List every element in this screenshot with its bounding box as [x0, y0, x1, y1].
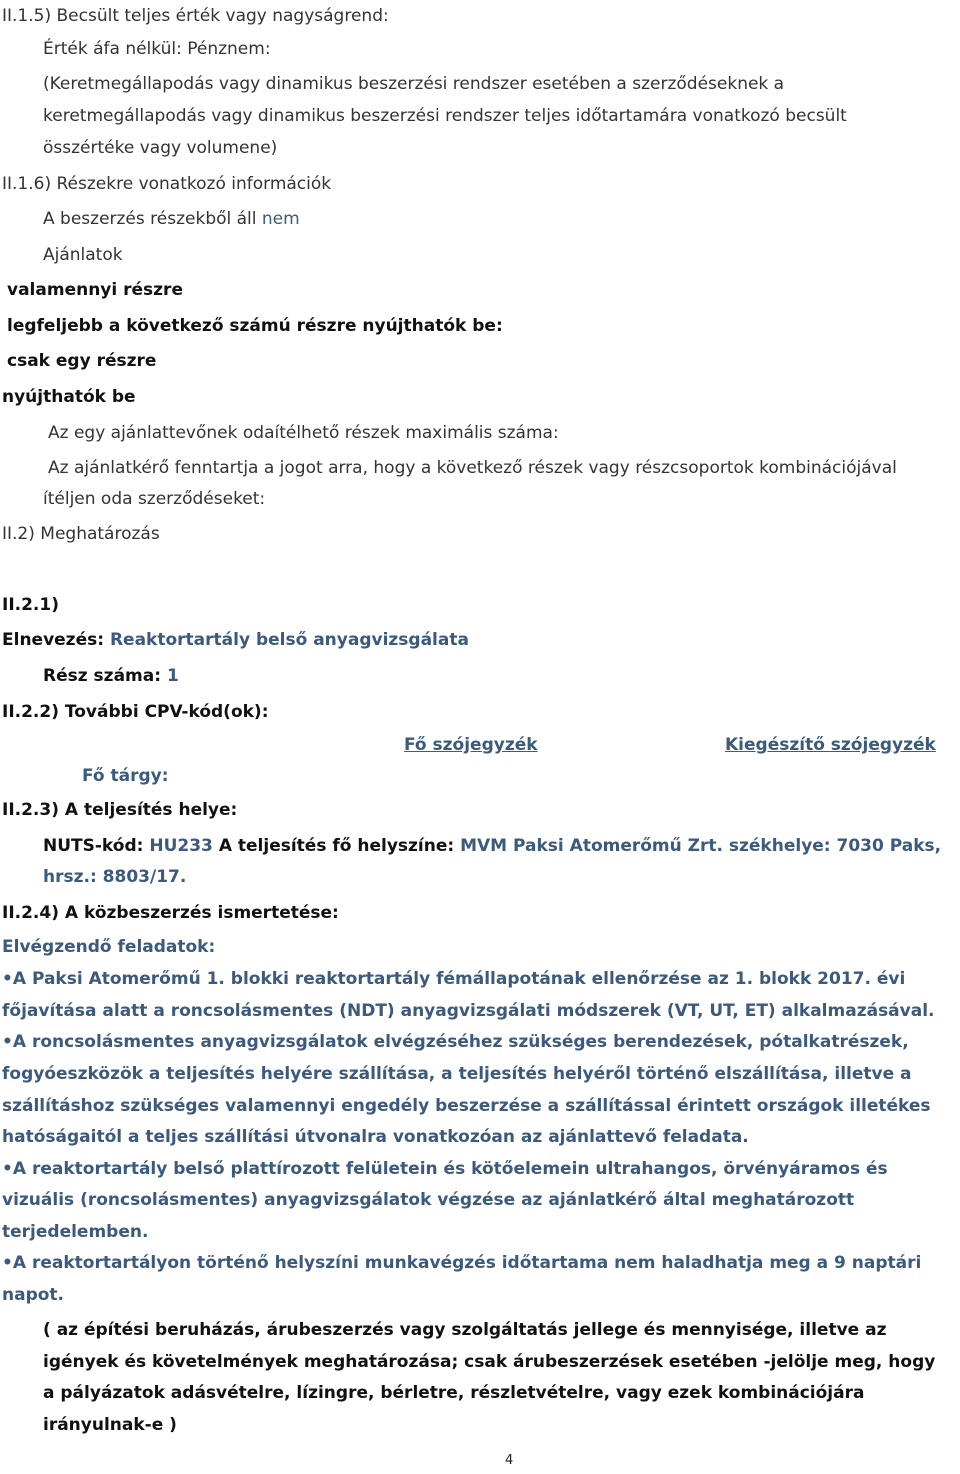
main-site-label: A teljesítés fő helyszíne: — [218, 836, 455, 856]
task-line: napot. — [2, 1285, 65, 1305]
section-heading-ii-2-1: II.2.1) — [2, 595, 59, 615]
task-line: terjedelemben. — [2, 1222, 149, 1242]
nuts-code-label: NUTS-kód: — [43, 836, 144, 856]
section-heading-ii-1-6: II.1.6) Részekre vonatkozó információk — [2, 174, 332, 194]
cpv-supplementary-vocabulary-header: Kiegészítő szójegyzék — [725, 735, 936, 755]
reserve-right-line: ítéljen oda szerződéseket: — [43, 489, 266, 509]
tasks-label: Elvégzendő feladatok: — [2, 937, 216, 957]
framework-note-line: összértéke vagy volumene) — [43, 138, 278, 158]
max-parts-label: Az egy ajánlattevőnek odaítélhető részek maximális száma: — [48, 423, 559, 443]
task-line: • A roncsolásmentes anyagvizsgálatok elvégzéséhez szükséges berendezések, pótalkatrészek, — [2, 1026, 909, 1058]
offers-option-max-parts: legfeljebb a következő számú részre nyújthatók be: — [7, 316, 503, 336]
offers-option-all-parts: valamennyi részre — [7, 280, 183, 300]
description-note-line: igények és követelmények meghatározása; csak árubeszerzések esetében -jelölje meg, hogy — [43, 1352, 936, 1372]
main-site-value: MVM Paksi Atomerőmű Zrt. székhelye: 7030 Paks, — [460, 836, 942, 856]
main-subject-label: Fő tárgy: — [82, 766, 169, 786]
parts-info-row — [43, 203, 300, 235]
section-heading-ii-2-2: II.2.2) További CPV-kód(ok): — [2, 702, 269, 722]
part-number-label: Rész száma: — [43, 666, 162, 686]
section-heading-ii-1-5: II.1.5) Becsült teljes érték vagy nagyságrend: — [2, 6, 389, 26]
framework-note-line: (Keretmegállapodás vagy dinamikus beszerzési rendszer esetében a szerződéseknek a — [43, 74, 785, 94]
name-label: Elnevezés: — [2, 630, 105, 650]
main-site-value-cont: hrsz.: 8803/17. — [43, 867, 187, 887]
task-line: • A reaktortartályon történő helyszíni munkavégzés időtartama nem haladhatja meg a 9 naptári — [2, 1247, 921, 1279]
parts-label: A beszerzés részekből áll — [43, 209, 257, 229]
name-value: Reaktortartály belső anyagvizsgálata — [109, 630, 469, 650]
part-number-value: 1 — [166, 666, 179, 686]
section-heading-ii-2-4: II.2.4) A közbeszerzés ismertetése: — [2, 903, 339, 923]
task-line: szállításhoz szükséges valamennyi engedély beszerzése a szállítással érintett országok illetékes — [2, 1096, 931, 1116]
place-of-performance-row — [43, 830, 941, 862]
section-heading-ii-2-3: II.2.3) A teljesítés helye: — [2, 800, 238, 820]
task-line: fogyóeszközök a teljesítés helyére szállítása, a teljesítés helyéről történő elszállítása, illetve a — [2, 1064, 912, 1084]
page-number: 4 — [505, 1453, 514, 1468]
cpv-main-vocabulary-header: Fő szójegyzék — [404, 735, 538, 755]
parts-value: nem — [261, 209, 300, 229]
description-note-line: a pályázatok adásvételre, lízingre, bérletre, részletvételre, vagy ezek kombinációjára — [43, 1383, 865, 1403]
task-line: • A Paksi Atomerőmű 1. blokki reaktortartály fémállapotának ellenőrzése az 1. blokk 2017. évi — [2, 963, 905, 995]
description-note-line: ( az építési beruházás, árubeszerzés vagy szolgáltatás jellege és mennyisége, illetve az — [43, 1320, 887, 1340]
value-without-vat-label: Érték áfa nélkül: Pénznem: — [43, 39, 271, 59]
framework-note-line: keretmegállapodás vagy dinamikus beszerzési rendszer teljes időtartamára vonatkozó becsült — [43, 106, 847, 126]
task-line: vizuális (roncsolásmentes) anyagvizsgálatok végzése az ajánlatkérő által meghatározott — [2, 1190, 855, 1210]
name-row — [2, 624, 469, 656]
offers-option-one-part: csak egy részre — [7, 351, 157, 371]
nuts-code-value: HU233 — [149, 836, 213, 856]
offers-label: Ajánlatok — [43, 245, 123, 265]
task-line: főjavítása alatt a roncsolásmentes (NDT) anyagvizsgálati módszerek (VT, UT, ET) alkalmazásával. — [2, 1001, 935, 1021]
offers-option-suffix: nyújthatók be — [2, 387, 136, 407]
task-line: • A reaktortartály belső plattírozott felületein és kötőelemein ultrahangos, örvényáramos és — [2, 1153, 888, 1185]
section-heading-ii-2: II.2) Meghatározás — [2, 524, 160, 544]
reserve-right-line: Az ajánlatkérő fenntartja a jogot arra, hogy a következő részek vagy részcsoportok kombinációjával — [48, 458, 897, 478]
part-number-row — [43, 660, 179, 692]
task-line: hatóságaitól a teljes szállítási útvonalra vonatkozóan az ajánlattevő feladata. — [2, 1127, 749, 1147]
description-note-line: irányulnak-e ) — [43, 1415, 177, 1435]
